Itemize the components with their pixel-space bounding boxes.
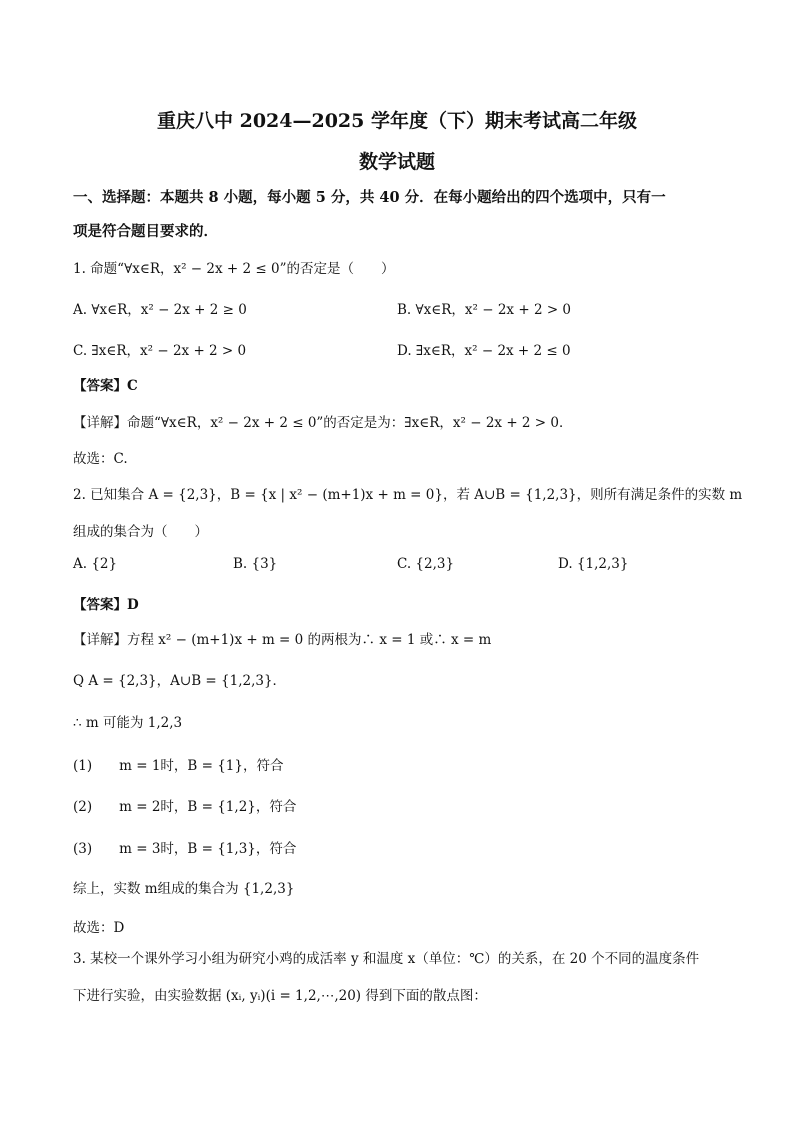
question2-case-2: (2) m = 2时，B = {1,2}，符合 [73,799,297,815]
question2-summary: 综上，实数 m组成的集合为 {1,2,3} [73,881,295,897]
question2-detail: 【详解】方程 x² − (m+1)x + m = 0 的两根为∴ x = 1 或∴ x = m [73,632,492,648]
section-instruction-line2: 项是符合题目要求的． [73,223,218,240]
question1-answer: 【答案】C [73,378,138,394]
question1-option-c: C. ∃x∈R，x² − 2x + 2 > 0 [73,343,247,359]
exam-subtitle: 数学试题 [358,151,435,173]
question3-stem-line1: 3. 某校一个课外学习小组为研究小鸡的成活率 y 和温度 x（单位：℃）的关系，在 20 个不同的温度条件 [73,951,700,967]
question2-possible-values: ∴ m 可能为 1,2,3 [73,715,183,731]
question2-option-c: C. {2,3} [397,556,455,572]
question2-choice: 故选：D [73,920,125,936]
question2-given: Q A = {2,3}，A∪B = {1,2,3}． [73,673,287,689]
question2-option-d: D. {1,2,3} [558,556,629,572]
question2-case-1: (1) m = 1时，B = {1}，符合 [73,758,284,774]
question2-stem-line2: 组成的集合为（ ） [73,524,208,540]
question1-option-b: B. ∀x∈R，x² − 2x + 2 > 0 [397,302,572,318]
question2-answer: 【答案】D [73,597,139,613]
question2-case-3: (3) m = 3时，B = {1,3}，符合 [73,841,297,857]
exam-title: 重庆八中 2024—2025 学年度（下）期末考试高二年级 [157,110,637,132]
question2-stem-line1: 2. 已知集合 A = {2,3}，B = {x | x² − (m+1)x + m = 0}，若 A∪B = {1,2,3}，则所有满足条件的实数 m [73,487,743,503]
question1-option-a: A. ∀x∈R，x² − 2x + 2 ≥ 0 [73,302,247,318]
question1-choice: 故选：C. [73,451,128,467]
section-instruction-line1: 一、选择题：本题共 8 小题，每小题 5 分，共 40 分．在每小题给出的四个选项中，只有一 [73,189,666,206]
question1-detail: 【详解】命题“∀x∈R，x² − 2x + 2 ≤ 0”的否定是为：∃x∈R，x² − 2x + 2 > 0． [73,415,573,431]
question3-stem-line2: 下进行实验，由实验数据 (xᵢ, yᵢ)(i = 1,2,⋯,20) 得到下面的散点图： [73,988,487,1004]
question2-option-b: B. {3} [233,556,278,572]
question1-stem: 1. 命题“∀x∈R，x² − 2x + 2 ≤ 0”的否定是（ ） [73,261,395,277]
question2-option-a: A. {2} [73,556,118,572]
question1-option-d: D. ∃x∈R，x² − 2x + 2 ≤ 0 [397,343,571,359]
